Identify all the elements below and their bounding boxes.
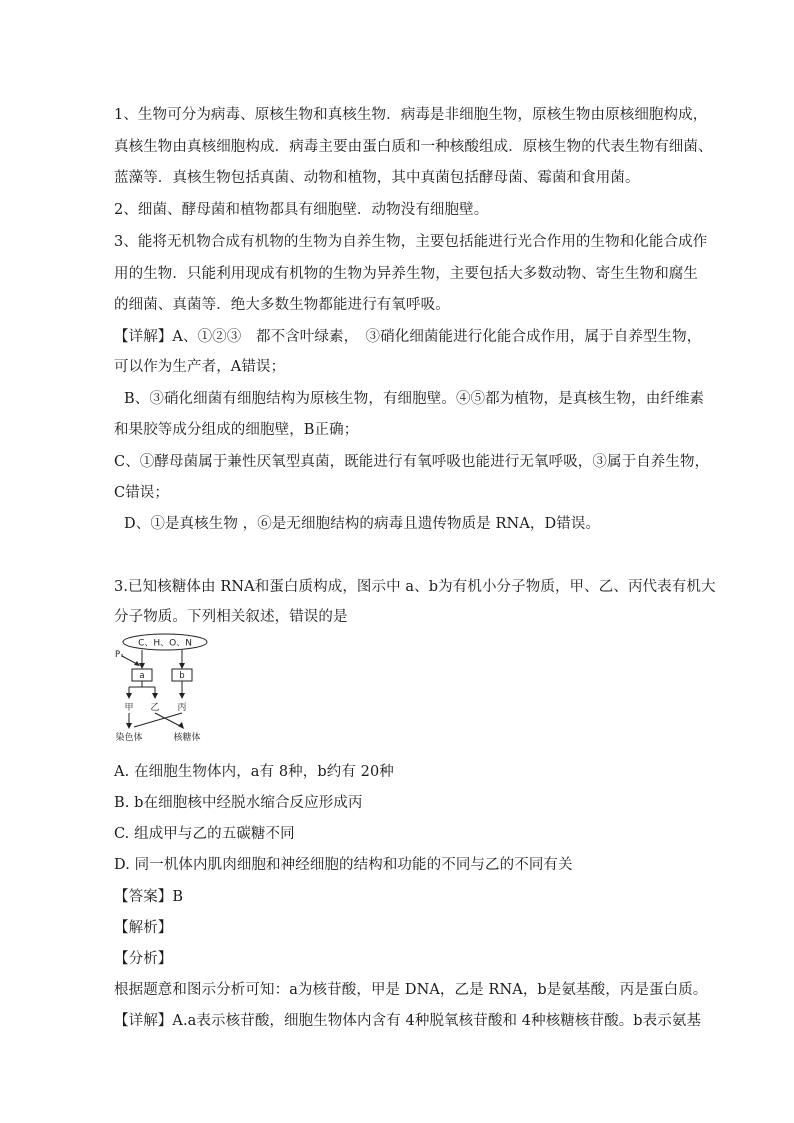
analysis-line: 蓝藻等．真核生物包括真菌、动物和植物，其中真菌包括酵母菌、霉菌和食用菌。	[114, 170, 640, 186]
answer-label: 【答案】B	[114, 889, 184, 905]
analysis-line: 的细菌、真菌等．绝大多数生物都能进行有氧呼吸。	[114, 297, 450, 313]
molecule-diagram	[112, 632, 212, 744]
option-c: C. 组成甲与乙的五碳糖不同	[114, 826, 295, 842]
analysis-detail-line: 可以作为生产者，A错误；	[114, 359, 286, 375]
jia-label: 甲	[124, 703, 134, 713]
analysis-detail-line: D、①是真核生物 ，⑥是无细胞结构的病毒且遗传物质是 RNA，D错误。	[124, 516, 601, 532]
fenxi-text: 根据题意和图示分析可知：a为核苷酸，甲是 DNA，乙是 RNA，b是氨基酸，丙是蛋白质。	[114, 982, 708, 998]
question-stem: 分子物质。下列相关叙述，错误的是	[114, 609, 348, 625]
analysis-line: 1、生物可分为病毒、原核生物和真核生物．病毒是非细胞生物，原核生物由原核细胞构成，	[114, 107, 708, 123]
option-d: D. 同一机体内肌肉细胞和神经细胞的结构和功能的不同与乙的不同有关	[114, 857, 573, 873]
jiexi-label: 【解析】	[114, 920, 173, 936]
analysis-detail-line: B、③硝化细菌有细胞结构为原核生物，有细胞壁。④⑤都为植物，是真核生物，由纤维素	[124, 391, 705, 407]
ribosome-label: 核糖体	[173, 733, 201, 743]
p-label: P	[115, 650, 121, 660]
bing-label: 丙	[177, 703, 187, 713]
fenxi-label: 【分析】	[114, 951, 173, 967]
option-b: B. b在细胞核中经脱水缩合反应形成丙	[114, 795, 363, 811]
yi-label: 乙	[150, 703, 160, 713]
analysis-detail-line: C、①酵母菌属于兼性厌氧型真菌，既能进行有氧呼吸也能进行无氧呼吸，③属于自养生物，	[114, 454, 710, 470]
analysis-line: 真核生物由真核细胞构成．病毒主要由蛋白质和一种核酸组成．原核生物的代表生物有细菌、	[114, 139, 713, 155]
analysis-line: 2、细菌、酵母菌和植物都具有细胞壁．动物没有细胞壁。	[114, 202, 489, 218]
a-label: a	[139, 671, 145, 681]
xiangjie-text: 【详解】A.a表示核苷酸，细胞生物体内含有 4种脱氧核苷酸和 4种核糖核苷酸。b表示氨基	[114, 1013, 702, 1029]
analysis-line: 用的生物．只能利用现成有机物的生物为异养生物，主要包括大多数动物、寄生生物和腐生	[114, 266, 698, 282]
elements-label: C、H、O、N	[138, 638, 192, 649]
question-stem: 3.已知核糖体由 RNA和蛋白质构成，图示中 a、b为有机小分子物质，甲、乙、丙代表有机大	[114, 579, 716, 595]
b-label: b	[179, 671, 185, 681]
chromosome-label: 染色体	[115, 733, 143, 743]
option-a: A. 在细胞生物体内，a有 8种，b约有 20种	[114, 764, 394, 780]
analysis-line: 3、能将无机物合成有机物的生物为自养生物，主要包括能进行光合作用的生物和化能合成作	[114, 234, 708, 250]
analysis-detail-line: C错误；	[114, 485, 169, 501]
analysis-detail-line: 【详解】A、①②③ 都不含叶绿素， ③硝化细菌能进行化能合成作用，属于自养型生物，	[114, 329, 702, 345]
analysis-detail-line: 和果胶等成分组成的细胞壁，B正确；	[114, 422, 359, 438]
